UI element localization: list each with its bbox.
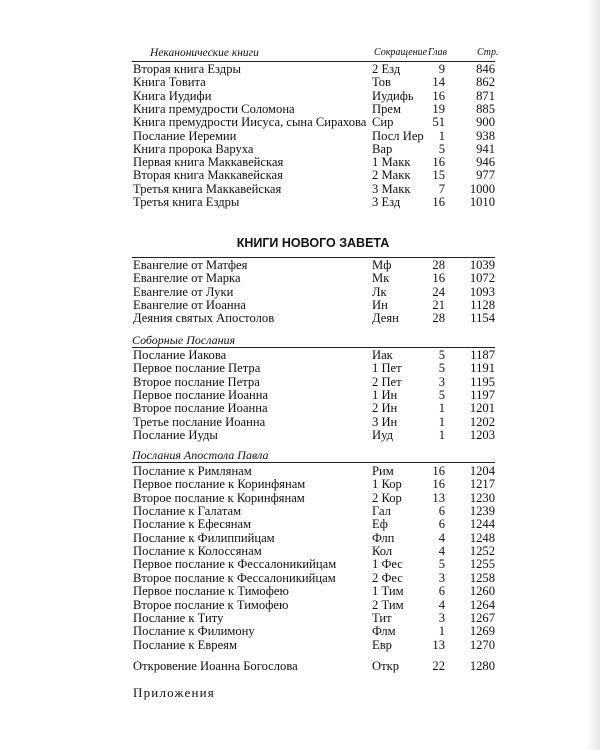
book-chapters: 3: [438, 374, 445, 389]
book-abbr: Деян: [372, 311, 399, 326]
book-abbr: Откр: [372, 659, 400, 673]
book-chapters: 5: [438, 361, 445, 376]
book-abbr: Иуд: [372, 427, 394, 442]
book-name: Первое послание Иоанна: [133, 387, 269, 402]
book-abbr: 3 Ин: [372, 414, 398, 429]
book-name: Откровение Иоанна Богослова: [133, 659, 298, 673]
book-row: [0, 312, 600, 325]
new-testament-heading: КНИГИ НОВОГО ЗАВЕТА: [236, 236, 390, 250]
book-abbr: 1 Фес: [372, 557, 403, 572]
book-name: Книга Товита: [133, 75, 206, 90]
book-name: Деяния святых Апостолов: [133, 311, 275, 326]
book-row: [0, 505, 600, 518]
book-chapters: 16: [432, 155, 445, 170]
book-row: [0, 416, 600, 429]
book-abbr: 2 Кор: [372, 490, 402, 505]
book-chapters: 5: [438, 141, 445, 156]
book-chapters: 3: [438, 570, 445, 585]
book-chapters: 4: [438, 530, 445, 545]
book-page: 1270: [469, 637, 495, 652]
book-row: [0, 286, 600, 299]
book-page: 1267: [469, 610, 495, 625]
book-row: [0, 558, 600, 571]
pauline-rule: [132, 462, 495, 463]
book-abbr: 1 Ин: [372, 387, 398, 402]
book-chapters: 21: [432, 297, 445, 312]
book-page: 1239: [469, 504, 495, 519]
book-row: [0, 156, 600, 169]
book-page: 1203: [469, 427, 495, 442]
book-name: Послание Иеремии: [133, 128, 237, 143]
book-chapters: 5: [438, 348, 445, 362]
book-name: Второе послание Петра: [133, 374, 260, 389]
book-name: Первое послание к Фессалоникийцам: [133, 557, 337, 572]
book-chapters: 19: [432, 101, 445, 116]
book-name: Послание к Титу: [133, 610, 224, 625]
book-name: Первая книга Маккавейская: [133, 155, 284, 170]
book-page: 1280: [469, 659, 495, 673]
book-name: Послание к Римлянам: [133, 464, 252, 478]
book-row: [0, 612, 600, 625]
book-abbr: 1 Кор: [372, 477, 402, 492]
book-abbr: 2 Фес: [372, 570, 403, 585]
book-page: 1269: [469, 624, 495, 639]
book-chapters: 16: [432, 271, 445, 286]
book-page: 938: [476, 128, 495, 143]
book-name: Послание к Филиппийцам: [133, 530, 275, 545]
book-abbr: Тит: [372, 610, 392, 625]
book-chapters: 5: [438, 557, 445, 572]
catholic-epistles-title: Соборные Послания: [132, 333, 236, 347]
book-page: 1204: [469, 464, 495, 478]
book-chapters: 28: [432, 258, 445, 272]
book-abbr: Посл Иер: [372, 128, 424, 143]
book-abbr: 2 Пет: [372, 374, 402, 389]
book-chapters: 15: [432, 168, 445, 183]
book-page: 846: [476, 62, 495, 76]
book-row: [0, 545, 600, 558]
book-abbr: Ин: [372, 297, 388, 312]
book-abbr: Иудифь: [372, 88, 414, 103]
book-abbr: 1 Макк: [372, 155, 411, 170]
column-abbr-label: Сокращение: [374, 47, 428, 58]
book-abbr: 2 Макк: [372, 168, 411, 183]
book-row: [0, 625, 600, 638]
book-chapters: 4: [438, 544, 445, 559]
book-name: Книга премудрости Иисуса, сына Сирахова: [133, 115, 367, 130]
book-page: 1244: [469, 517, 495, 532]
book-page: 862: [476, 75, 495, 90]
book-name: Первое послание к Тимофею: [133, 584, 289, 599]
book-row: [0, 429, 600, 442]
book-row: [0, 183, 600, 196]
column-page-label: Стр.: [477, 47, 499, 58]
book-row: [0, 362, 600, 375]
book-name: Третья книга Ездры: [133, 195, 240, 209]
book-page: 1197: [470, 387, 495, 402]
book-page: 1195: [470, 374, 495, 389]
book-chapters: 1: [438, 128, 445, 143]
book-abbr: 1 Тим: [372, 584, 404, 599]
book-abbr: Тов: [372, 75, 391, 90]
book-abbr: 3 Макк: [372, 181, 411, 196]
book-row: [0, 376, 600, 389]
book-row: [0, 143, 600, 156]
book-row: [0, 572, 600, 585]
book-page: 1128: [470, 297, 495, 312]
book-page: 1201: [469, 401, 495, 416]
book-name: Послание к Филимону: [133, 624, 255, 639]
book-abbr: Иак: [372, 348, 393, 362]
book-name: Книга Иудифи: [133, 88, 212, 103]
book-chapters: 1: [438, 624, 445, 639]
book-page: 946: [476, 155, 495, 170]
book-abbr: 2 Ин: [372, 401, 398, 416]
book-page: 1217: [469, 477, 495, 492]
book-abbr: 3 Езд: [372, 195, 401, 209]
book-page: 900: [476, 115, 495, 130]
book-row: [0, 465, 600, 478]
book-page: 1187: [470, 348, 495, 362]
book-abbr: 1 Пет: [372, 361, 402, 376]
book-chapters: 13: [432, 490, 445, 505]
book-chapters: 1: [438, 401, 445, 416]
book-chapters: 5: [438, 387, 445, 402]
book-name: Второе послание к Фессалоникийцам: [133, 570, 336, 585]
book-page: 885: [476, 101, 495, 116]
book-name: Послание Иакова: [133, 348, 227, 362]
book-name: Второе послание к Тимофею: [133, 597, 289, 612]
book-row: [0, 299, 600, 312]
book-row: [0, 63, 600, 76]
book-page: 1264: [469, 597, 495, 612]
book-abbr: Лк: [372, 284, 387, 299]
column-chapters-label: Глав: [428, 47, 447, 58]
book-row: [0, 389, 600, 402]
book-chapters: 16: [432, 195, 445, 209]
book-page: 1255: [469, 557, 495, 572]
book-abbr: Рим: [372, 464, 394, 478]
book-name: Послание к Галатам: [133, 504, 242, 519]
book-row: [0, 532, 600, 545]
book-abbr: Евр: [372, 637, 392, 652]
book-chapters: 3: [438, 610, 445, 625]
book-page: 1202: [469, 414, 495, 429]
book-page: 1154: [470, 311, 495, 326]
book-chapters: 9: [438, 62, 445, 76]
book-page: 1230: [469, 490, 495, 505]
book-abbr: Мк: [372, 271, 390, 286]
book-name: Евангелие от Марка: [133, 271, 241, 286]
book-page: 1191: [470, 361, 495, 376]
book-row: [0, 76, 600, 89]
book-page: 1248: [469, 530, 495, 545]
revelation-row: [0, 660, 600, 673]
book-name: Евангелие от Луки: [133, 284, 234, 299]
book-row: [0, 639, 600, 652]
apocrypha-title: Неканонические книги: [150, 47, 259, 59]
book-name: Третья книга Маккавейская: [133, 181, 282, 196]
book-row: [0, 259, 600, 272]
appendix-heading: Приложения: [133, 685, 215, 700]
book-name: Вторая книга Маккавейская: [133, 168, 283, 183]
book-name: Первое послание к Коринфянам: [133, 477, 306, 492]
book-page: 1039: [469, 258, 495, 272]
book-abbr: Флм: [372, 624, 396, 639]
book-row: [0, 169, 600, 182]
book-chapters: 1: [438, 414, 445, 429]
book-chapters: 1: [438, 427, 445, 442]
book-abbr: 2 Езд: [372, 62, 401, 76]
book-name: Вторая книга Ездры: [133, 62, 241, 76]
book-name: Послание к Евреям: [133, 637, 237, 652]
book-name: Второе послание Иоанна: [133, 401, 268, 416]
book-name: Второе послание к Коринфянам: [133, 490, 305, 505]
book-row: [0, 130, 600, 143]
book-abbr: Еф: [372, 517, 388, 532]
book-abbr: Кол: [372, 544, 393, 559]
book-chapters: 6: [438, 504, 445, 519]
book-name: Третье послание Иоанна: [133, 414, 266, 429]
book-chapters: 16: [432, 464, 445, 478]
book-abbr: Сир: [372, 115, 394, 130]
book-name: Послание к Ефесянам: [133, 517, 252, 532]
book-name: Евангелие от Иоанна: [133, 297, 246, 312]
book-abbr: Вар: [372, 141, 393, 156]
book-abbr: Флп: [372, 530, 395, 545]
book-chapters: 51: [432, 115, 445, 130]
book-page: 1010: [469, 195, 495, 209]
book-page: 977: [476, 168, 495, 183]
book-name: Послание к Колоссянам: [133, 544, 262, 559]
book-page: 871: [476, 88, 495, 103]
book-chapters: 6: [438, 517, 445, 532]
book-name: Книга премудрости Соломона: [133, 101, 295, 116]
book-chapters: 4: [438, 597, 445, 612]
book-row: [0, 518, 600, 531]
book-row: [0, 116, 600, 129]
book-row: [0, 402, 600, 415]
book-chapters: 28: [432, 311, 445, 326]
book-row: [0, 599, 600, 612]
book-page: 1260: [469, 584, 495, 599]
book-name: Первое послание Петра: [133, 361, 261, 376]
book-chapters: 16: [432, 477, 445, 492]
book-page: 1252: [469, 544, 495, 559]
book-row: [0, 492, 600, 505]
book-chapters: 22: [432, 659, 445, 673]
book-page: 941: [476, 141, 495, 156]
book-chapters: 24: [432, 284, 445, 299]
book-abbr: Гал: [372, 504, 391, 519]
book-name: Евангелие от Матфея: [133, 258, 248, 272]
book-row: [0, 103, 600, 116]
book-chapters: 16: [432, 88, 445, 103]
book-row: [0, 349, 600, 362]
book-name: Послание Иуды: [133, 427, 218, 442]
book-row: [0, 272, 600, 285]
book-row: [0, 90, 600, 103]
book-page: 1258: [469, 570, 495, 585]
book-chapters: 14: [432, 75, 445, 90]
pauline-epistles-title: Послания Апостола Павла: [132, 448, 269, 462]
book-chapters: 7: [438, 181, 445, 196]
book-page: 1000: [469, 181, 495, 196]
book-chapters: 13: [432, 637, 445, 652]
book-name: Книга пророка Варуха: [133, 141, 254, 156]
book-abbr: Прем: [372, 101, 401, 116]
book-page: 1093: [469, 284, 495, 299]
book-abbr: Мф: [372, 258, 392, 272]
book-page: 1072: [469, 271, 495, 286]
book-row: [0, 196, 600, 209]
book-abbr: 2 Тим: [372, 597, 404, 612]
book-chapters: 6: [438, 584, 445, 599]
book-row: [0, 478, 600, 491]
book-row: [0, 585, 600, 598]
